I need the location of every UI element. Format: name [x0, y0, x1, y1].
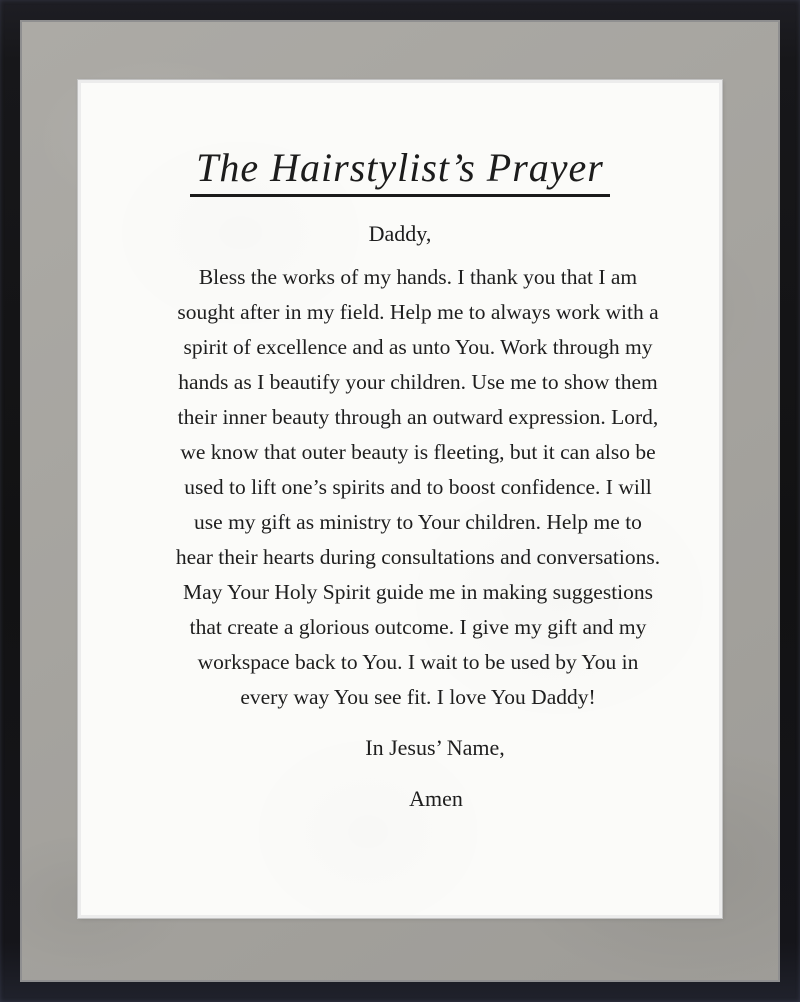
prayer-line: use my gift as ministry to Your children. Help me to	[194, 510, 642, 535]
prayer-line: Bless the works of my hands. I thank you that I am	[198, 265, 638, 290]
prayer-line: hear their hearts during consultations and conversations.	[175, 545, 661, 570]
prayer-body	[99, 260, 737, 715]
prayer-line: sought after in my field. Help me to always work with a	[177, 300, 659, 325]
prayer-line: used to lift one’s spirits and to boost confidence. I will	[184, 475, 652, 500]
prayer-line: we know that outer beauty is fleeting, but it can also be	[180, 440, 656, 465]
prayer-line: that create a glorious outcome. I give my gift and my	[189, 615, 647, 640]
amen-line: Amen	[409, 785, 463, 811]
prayer-line: every way You see fit. I love You Daddy!	[240, 685, 596, 710]
prayer-line: workspace back to You. I wait to be used by You in	[197, 650, 639, 675]
print-title-text: The Hairstylist’s Prayer	[190, 145, 610, 197]
prayer-line: hands as I beautify your children. Use me to show them	[178, 370, 658, 395]
closing-line: In Jesus’ Name,	[365, 735, 505, 761]
prayer-print	[78, 80, 722, 918]
salutation: Daddy,	[368, 221, 432, 246]
picture-mat	[22, 22, 778, 980]
prayer-line: their inner beauty through an outward expression. Lord,	[177, 405, 659, 430]
prayer-line: May Your Holy Spirit guide me in making suggestions	[182, 580, 654, 605]
prayer-line: spirit of excellence and as unto You. Work through my	[183, 335, 653, 360]
print-title	[81, 145, 719, 197]
